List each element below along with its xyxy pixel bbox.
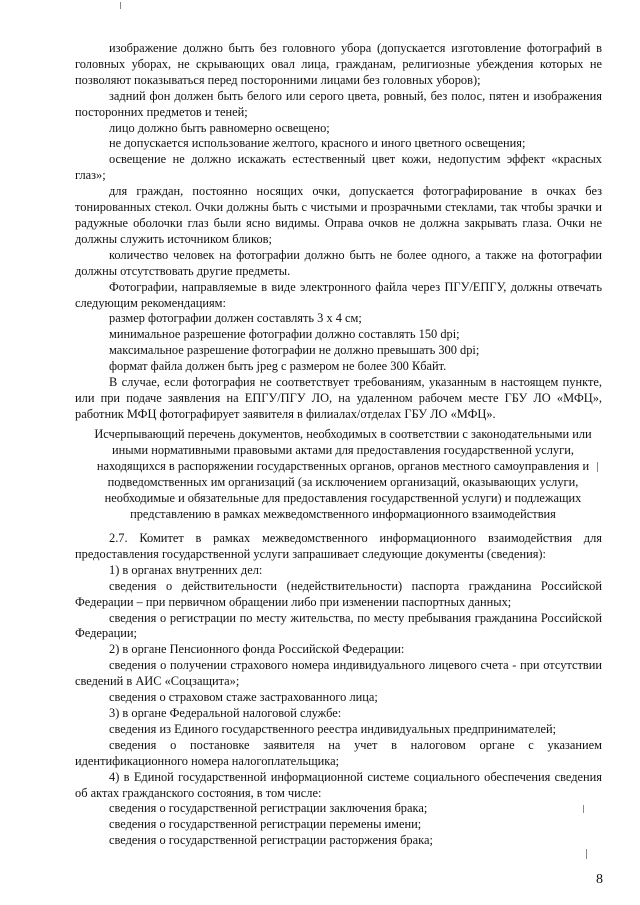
paragraph: сведения о государственной регистрации перемены имени;	[109, 817, 422, 832]
paragraph: сведения о получении страхового номера индивидуального лицевого счета - при отсутствии сведений в АИС «Соцзащита»;	[75, 658, 602, 689]
paragraph: 2) в органе Пенсионного фонда Российской Федерации:	[109, 642, 405, 657]
paragraph: изображение должно быть без головного убора (допускается изготовление фотографий в головных уборах, не скрывающих овал лица, гражданам, религиозные убеждения которых не позволяют показываться перед посторонними лицами без головных уборов);	[75, 41, 602, 87]
paragraph: сведения о государственной регистрации заключения брака;	[109, 801, 428, 816]
paragraph: сведения о действительности (недействительности) паспорта гражданина Российской Федерации – при первичном обращении либо при изменении паспортных данных;	[75, 578, 602, 609]
paragraph: сведения из Единого государственного реестра индивидуальных предпринимателей;	[109, 721, 557, 736]
interagency-requests-section	[75, 531, 602, 849]
paragraph: максимальное разрешение фотографии не должно превышать 300 dpi;	[109, 343, 480, 358]
scan-mark	[120, 2, 121, 9]
paragraph: лицо должно быть равномерно освещено;	[109, 120, 330, 135]
page-number: 8	[596, 872, 603, 887]
paragraph: В случае, если фотография не соответствует требованиям, указанным в настоящем пункте, или при подаче заявления на ЕПГУ/ПГУ ЛО, на удаленном рабочем месте ГБУ ЛО «МФЦ», работник МФЦ фотографирует заявителя в филиалах/отделах ГБУ ЛО «МФЦ».	[75, 375, 602, 421]
paragraph: сведения о постановке заявителя на учет в налоговом органе с указанием идентификационного номера налогоплательщика;	[75, 737, 602, 768]
paragraph: 2.7. Комитет в рамках межведомственного информационного взаимодействия для предоставления государственной услуги запрашивает следующие документы (сведения):	[75, 531, 602, 561]
paragraph: 3) в органе Федеральной налоговой службе:	[109, 705, 342, 720]
scan-mark	[583, 805, 584, 813]
paragraph: размер фотографии должен составлять 3 х 4 см;	[109, 311, 362, 326]
paragraph: не допускается использование желтого, красного и иного цветного освещения;	[109, 136, 526, 151]
section-heading: Исчерпывающий перечень документов, необходимых в соответствии с законодательными или иными нормативными правовыми актами для предоставления государственной услуги, находящихся в распоряжении государственных органов, органов местного самоуправления и подведомственных им организаций (за исключением организаций, оказывающих услуги, необходимые и обязательные для предоставления государственной услуги) и подлежащих представлению в рамках межведомственного информационного взаимодействия	[94, 427, 592, 521]
paragraph: количество человек на фотографии должно быть не более одного, а также на фотографии должны отсутствовать другие предметы.	[75, 247, 602, 278]
paragraph: сведения о государственной регистрации расторжения брака;	[109, 833, 433, 848]
paragraph: формат файла должен быть jpeg с размером не более 300 Кбайт.	[109, 359, 447, 374]
scan-mark	[586, 849, 587, 859]
paragraph: минимальное разрешение фотографии должно составлять 150 dpi;	[109, 327, 460, 342]
photo-requirements-section	[75, 41, 602, 423]
paragraph: задний фон должен быть белого или серого цвета, ровный, без полос, пятен и изображения посторонних предметов и теней;	[75, 88, 602, 119]
paragraph: 4) в Единой государственной информационной системе социального обеспечения сведения об актах гражданского состояния, в том числе:	[75, 769, 602, 800]
paragraph: освещение не должно искажать естественный цвет кожи, недопустим эффект «красных глаз»;	[75, 152, 602, 183]
paragraph: Фотографии, направляемые в виде электронного файла через ПГУ/ЕПГУ, должны отвечать следующим рекомендациям:	[75, 279, 602, 310]
paragraph: сведения о регистрации по месту жительства, по месту пребывания гражданина Российской Федерации;	[75, 610, 602, 641]
scan-mark	[597, 462, 598, 472]
paragraph: 1) в органах внутренних дел:	[109, 562, 263, 577]
paragraph: для граждан, постоянно носящих очки, допускается фотографирование в очках без тонированных стекол. Очки должны быть с чистыми и прозрачными стеклами, так чтобы зрачки и радужные оболочки глаз были ясно видимы. Оправа очков не должна закрывать глаза. Очки не должны служить источником бликов;	[75, 184, 602, 246]
paragraph: сведения о страховом стаже застрахованного лица;	[109, 690, 378, 705]
